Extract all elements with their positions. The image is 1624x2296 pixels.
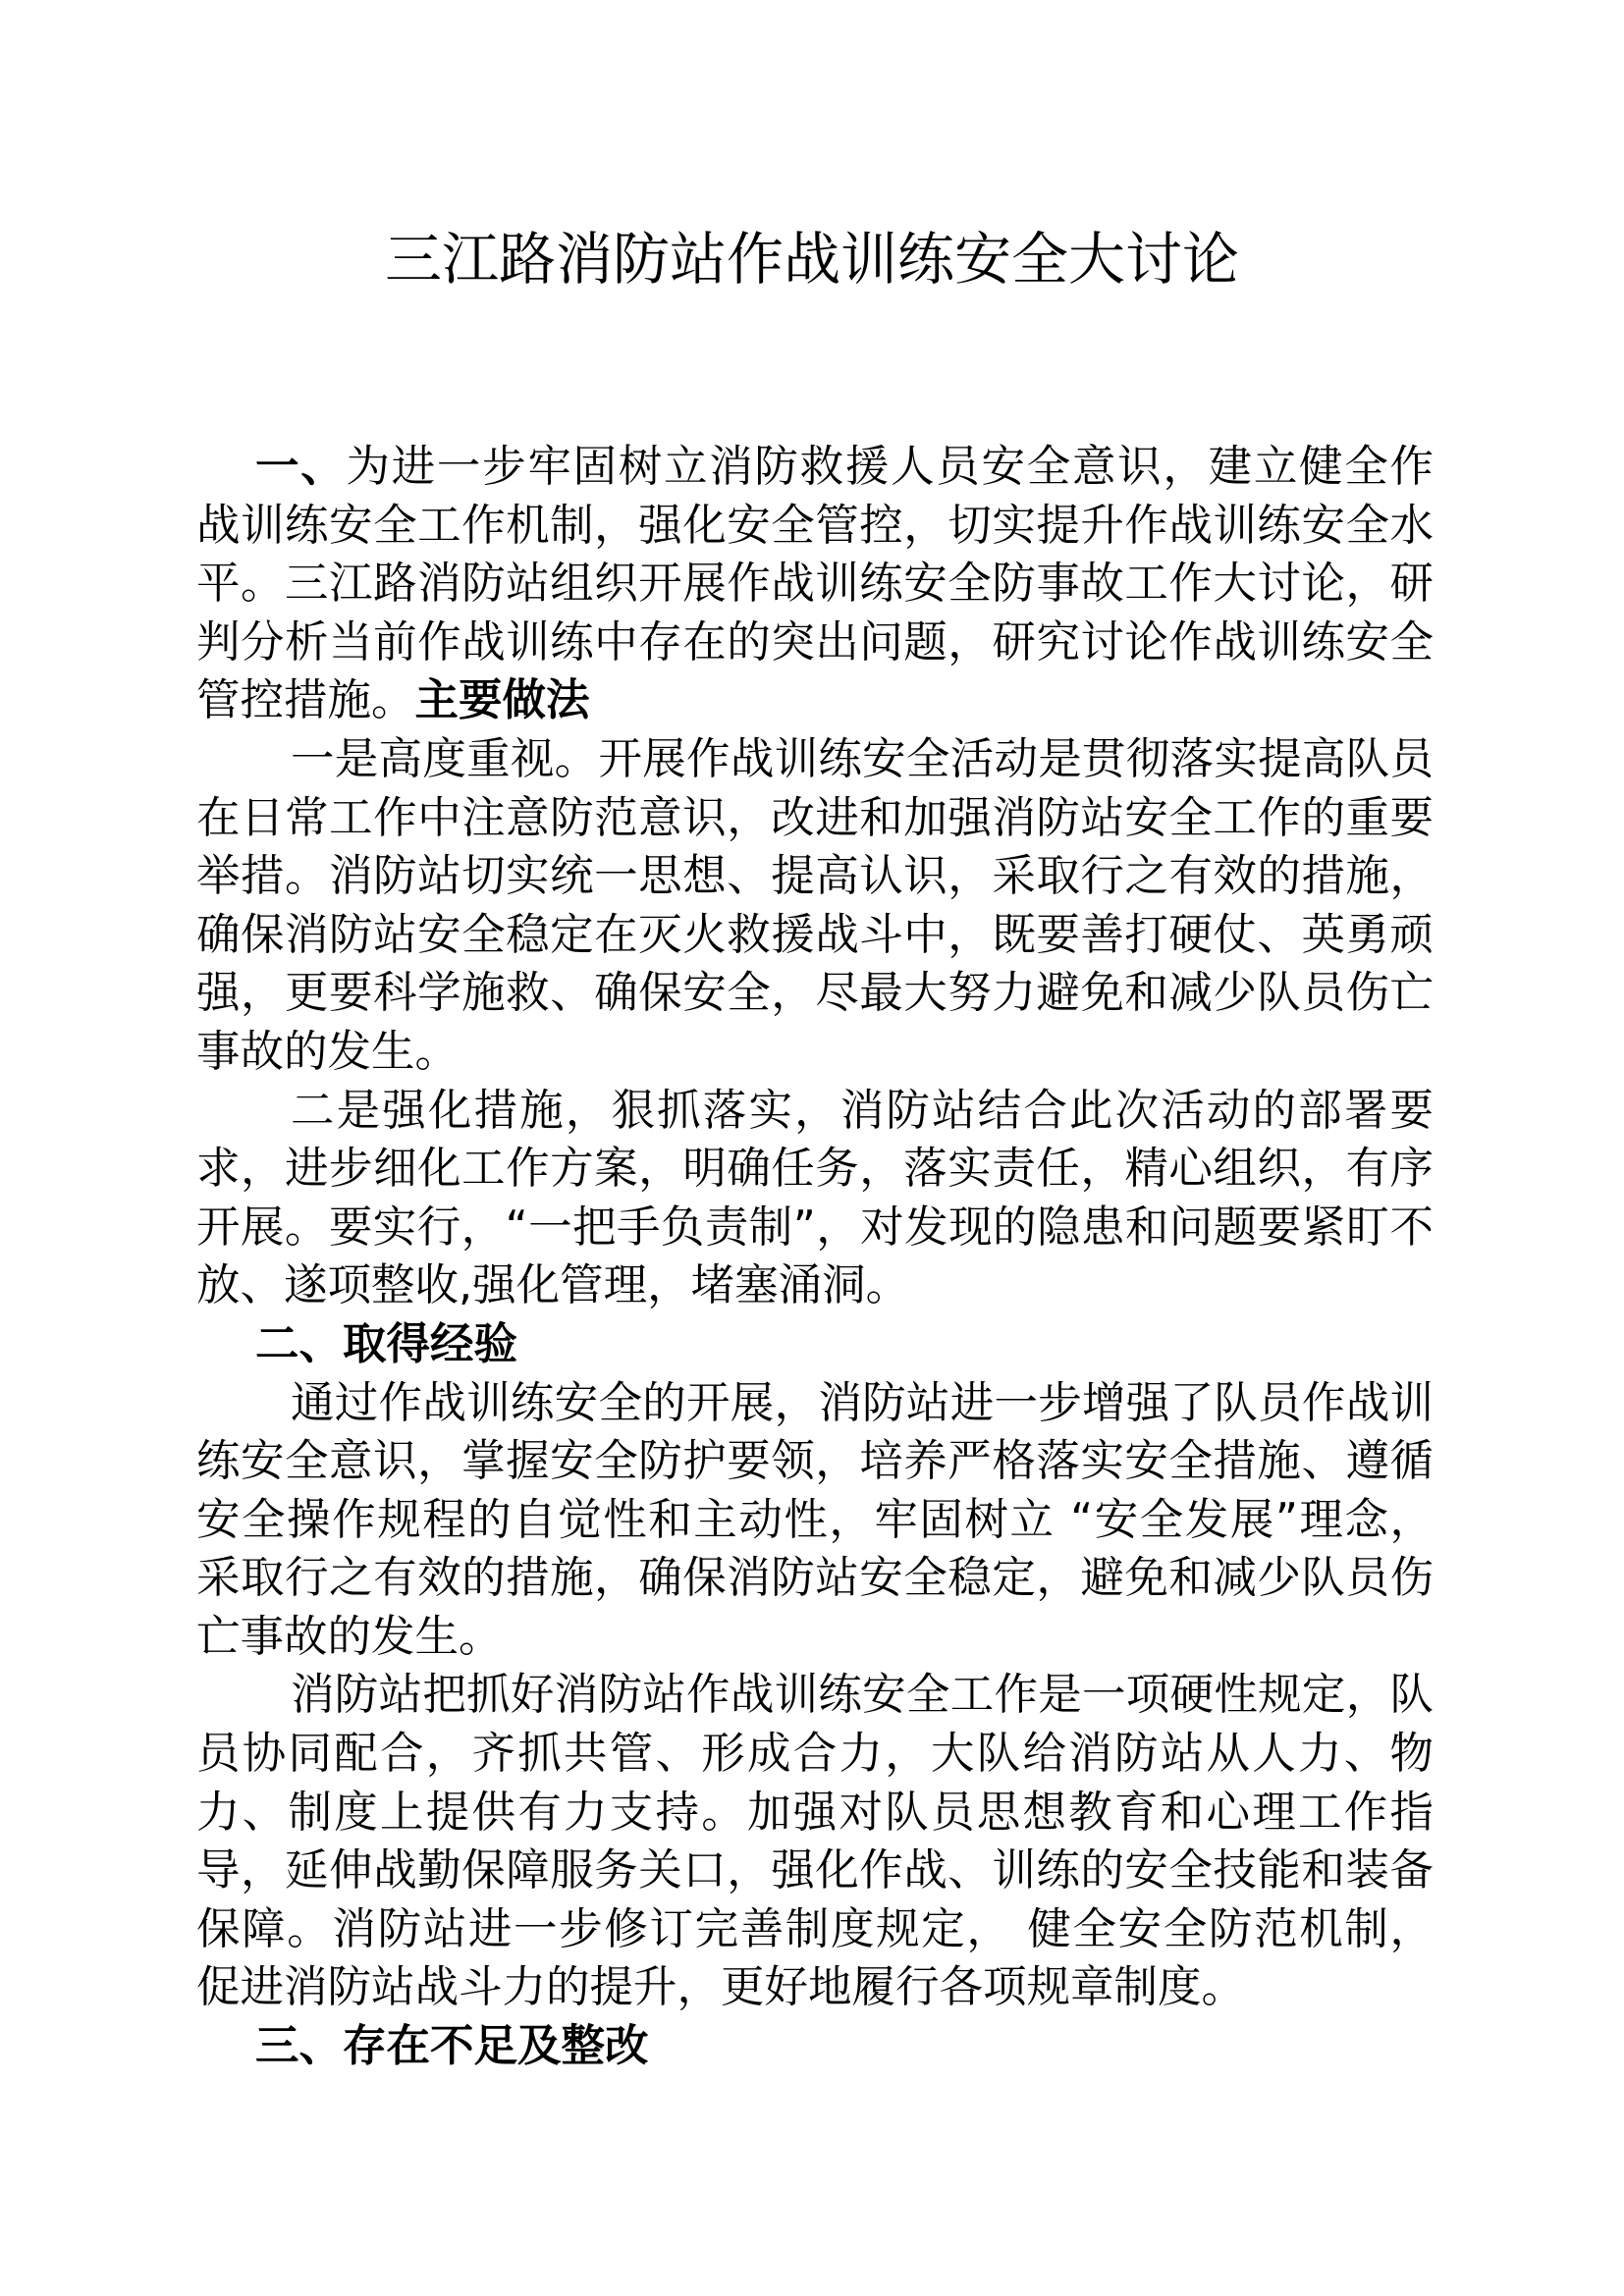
section-2-heading: 二、取得经验 xyxy=(255,1318,518,1369)
section-1-intro-paragraph xyxy=(196,438,1434,730)
document-body xyxy=(196,438,1434,2076)
section-2-paragraph-2: 消防站把抓好消防站作战训练安全工作是一项硬性规定，队员协同配合，齐抓共管、形成合力，大队给消防站从人力、物力、制度上提供有力支持。加强对队员思想教育和心理工作指导，延伸战勤保障服务关口，强化作战、训练的安全技能和装备保障。消防站进一步修订完善制度规定， 健全安全防范机制，促进消防站战斗力的提升，更好地履行各项规章制度。 xyxy=(196,1670,1434,2013)
section-1-subheading: 主要做法 xyxy=(414,675,590,726)
section-1-paragraph-1: 一是高度重视。开展作战训练安全活动是贯彻落实提高队员在日常工作中注意防范意识，改进和加强消防站安全工作的重要举措。消防站切实统一思想、提高认识，采取行之有效的措施，确保消防站安全稳定在灭火救援战斗中，既要善打硬仗、英勇顽强，更要科学施救、确保安全，尽最大努力避免和减少队员伤亡事故的发生。 xyxy=(196,733,1434,1077)
document-title: 三江路消防站作战训练安全大讨论 xyxy=(384,226,1239,293)
section-1-paragraph-2: 二是强化措施，狠抓落实，消防站结合此次活动的部署要求，进步细化工作方案，明确任务，落实责任，精心组织，有序开展。要实行，“一把手负责制”，对发现的隐患和问题要紧盯不放、遂项整收,强化管理，堵塞涌洞。 xyxy=(196,1085,1434,1311)
section-1-number: 一、 xyxy=(255,442,347,492)
section-1-intro-text: 为进一步牢固树立消防救援人员安全意识，建立健全作战训练安全工作机制，强化安全管控，切实提升作战训练安全水平。三江路消防站组织开展作战训练安全防事故工作大讨论，研判分析当前作战训练中存在的突出问题，研究讨论作战训练安全管控措施。 xyxy=(196,442,1434,726)
section-3-heading: 三、存在不足及整改 xyxy=(255,2021,649,2072)
section-2-paragraph-1: 通过作战训练安全的开展，消防站进一步增强了队员作战训练安全意识，掌握安全防护要领，培养严格落实安全措施、遵循安全操作规程的自觉性和主动性，牢固树立 “安全发展”理念，采取行之有效的措施，确保消防站安全稳定，避免和减少队员伤亡事故的发生。 xyxy=(196,1377,1434,1662)
